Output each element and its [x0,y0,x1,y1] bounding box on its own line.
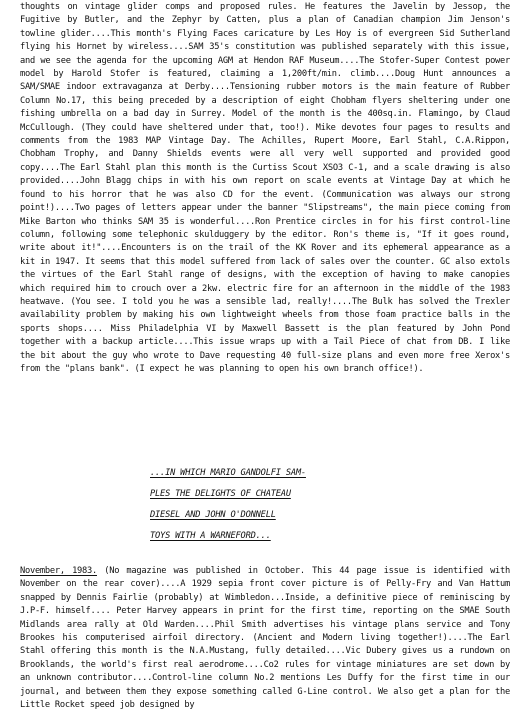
article-paragraph-2 [20,565,510,712]
article-paragraph-1: thoughts on vintage glider comps and proposed rules. He features the Javelin by Jessop, the Fugitive by Butler, and the Zephyr by Catten, plus a plan of Canadian champion Jim Jenson's towline glider....This month's Flying Faces caricature by Les Hoy is of evergreen Sid Sutherland flying his Hornet by wireless....SAM 35's constitution was published separately with this issue, and we see the agenda for the upcoming AGM at Hendon RAF Museum....The Stofer-Super Contest power model by Harold Stofer is featured, claiming a 1,200ft/min. climb....Doug Hunt announces a SAM/SMAE indoor extravaganza at Derby....Tensioning rubber motors is the main feature of Rubber Column No.17, this being preceded by a description of eight Chobham flyers sheltering under one fishing umbrella on a bad day in Surrey. Model of the month is the 400sq.in. Flamingo, by Claud McCullough. (They could have sheltered under that, too!). Mike devotes four pages to results and comments from the 1983 MAP Vintage Day. The Achilles, Rupert Moore, Earl Stahl, C.A.Rippon, Chobham Trophy, and Danny Shields events were all very well supported and provided good copy....The Earl Stahl plan this month is the Curtiss Scout XSO3 C-1, and a scale drawing is also provided....John Blagg chips in with his own report on scale events at Vintage Day at which he found to his horror that he was also CD for the event. (Communication was always our strong point!)....Two pages of letters appear under the banner "Slipstreams", the main piece coming from Mike Barton who thinks SAM 35 is wonderful....Ron Prentice circles in for his first control-line column, following some telephonic skulduggery by the editor. Ron's theme is, "If it goes round, write about it!"....Encounters is on the trail of the KK Rover and its ephemeral appearance as a kit in 1947. It seems that this model suffered from lack of sales over the counter. GC also extols the virtues of the Earl Stahl range of designs, with the exception of having to make canopies which required him to crouch over a 2kw. electric fire for an afternoon in the middle of the 1983 heatwave. (You see. I told you he was a sensible lad, really!....The Bulk has solved the Trexler availability problem by making his own lightweight wheels from those foam practice balls in the sports shops.... Miss Philadelphia VI by Maxwell Bassett is the plan featured by John Pond together with a backup article....This issue wraps up with a Tail Piece of chat from DB. I like the bit about the guy who wrote to Dave requesting 40 full-size plans and even more free Xerox's from the "plans bank". (I expect he was planning to open his own branch office!). [20,2,510,374]
issue-date-heading: November, 1983. [20,566,97,576]
article-paragraph-2-body: (No magazine was published in October. This 44 page issue is identified with November on the rear cover)....A 1929 sepia front cover picture is of Pelly-Fry and Van Hattum snapped by Dennis Fairlie (probably) at Wimbledon...Inside, a definitive piece of reminiscing by J.P-F. himself.... Peter Harvey appears in print for the first time, reporting on the SMAE South Midlands area rally at Old Warden....Phil Smith advertises his vintage plans service and Tony Brookes his computerised airfoil directory. (Ancient and Modern living together!)....The Earl Stahl offering this month is the N.A.Mustang, fully detailed....Vic Dubery gives us a rundown on Brooklands, the world's first real aerodrome....Co2 rules for vintage miniatures are set down by an unknown contributor....Control-line column No.2 mentions Les Duffy for the first time in our journal, and between them they expose something called G-Line control. We also get a plan for the Little Rocket speed job designed by [20,566,510,711]
caption-line-4: TOYS WITH A WARNEFORD... [150,531,271,541]
caption-line-1: ...IN WHICH MARIO GANDOLFI SAM- [150,468,306,478]
photo-caption [150,463,410,547]
caption-line-3: DIESEL AND JOHN O'DONNELL [150,510,276,520]
caption-line-2: PLES THE DELIGHTS OF CHATEAU [150,489,291,499]
